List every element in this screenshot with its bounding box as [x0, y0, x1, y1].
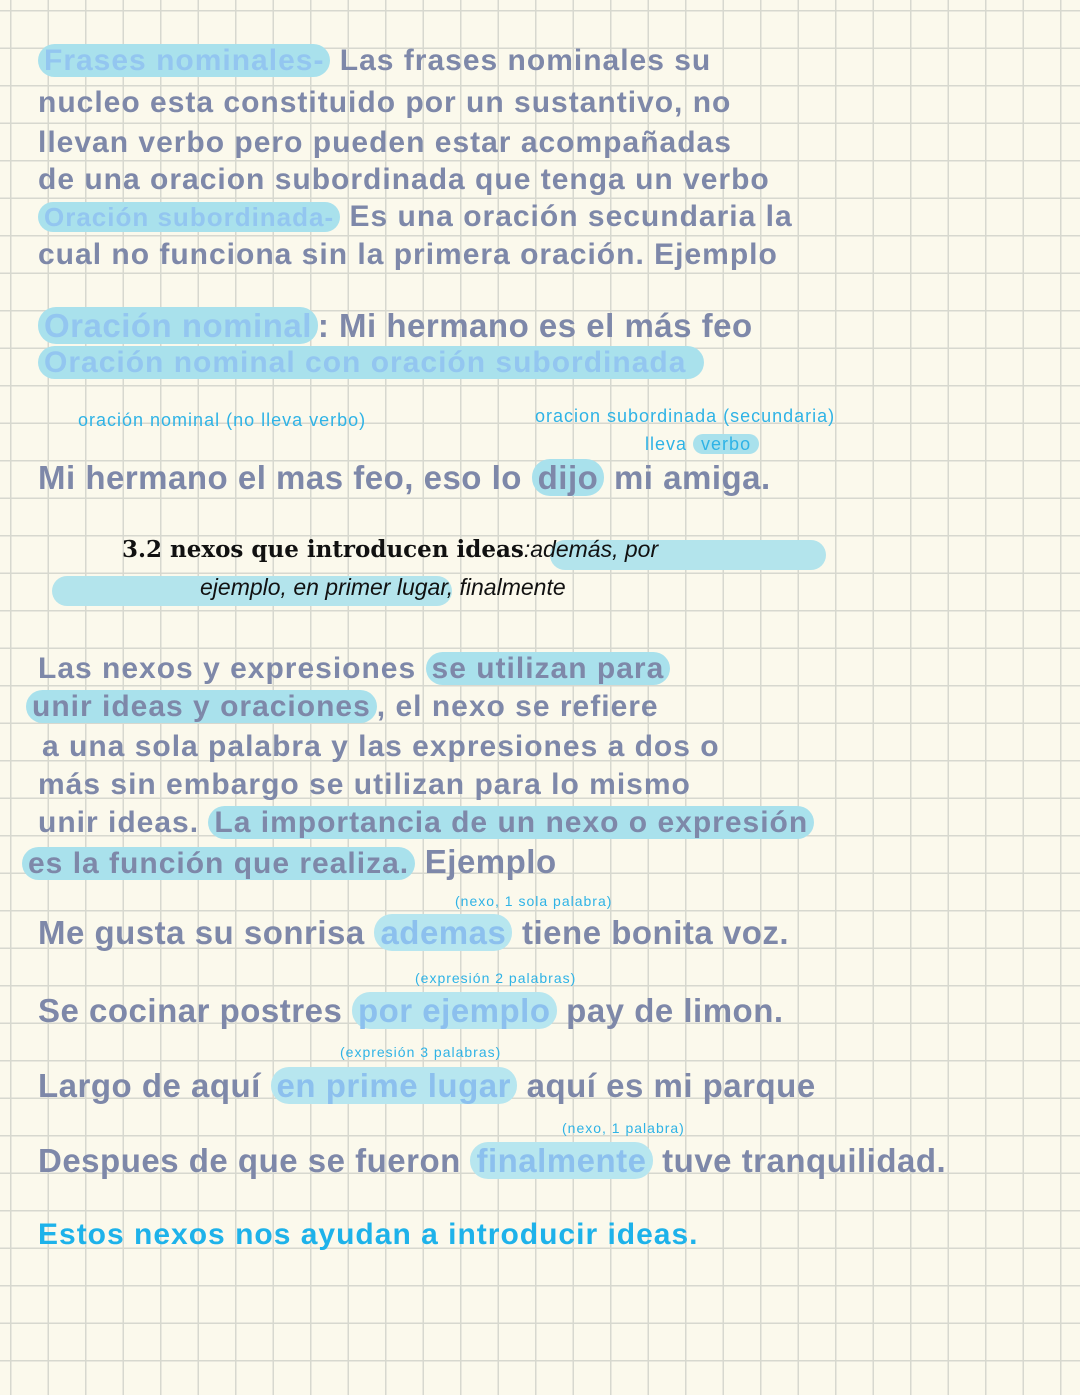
note: (nexo, 1 sola palabra)	[455, 893, 613, 909]
section-heading	[122, 536, 658, 563]
text: , el nexo se refiere	[376, 690, 659, 723]
line-oracion-subordinada	[38, 200, 793, 233]
text: pay de limon.	[556, 992, 784, 1029]
highlight: se utilizan para	[426, 652, 671, 685]
example-sentence	[38, 460, 771, 496]
text: mi amiga.	[604, 459, 771, 496]
connector-highlight: en prime lugar	[271, 1067, 517, 1104]
heading-line2: ejemplo, en primer lugar, finalmente	[200, 574, 566, 600]
text-line: a una sola palabra y las expresiones a dos o	[42, 730, 720, 763]
term-oracion-subordinada: Oración subordinada-	[38, 202, 340, 232]
text: Mi hermano el mas feo, eso lo	[38, 459, 532, 496]
text: Largo de aquí	[38, 1067, 271, 1104]
text: Las nexos y expresiones	[38, 652, 426, 685]
text: Es una oración secundaria la	[340, 200, 793, 233]
term-frases-nominales: Frases nominales-	[38, 44, 330, 77]
line-frases-nominales	[38, 44, 711, 77]
text-line: nucleo esta constituido por un sustantivo, no	[38, 86, 732, 119]
text: Oración nominal con oración subordinada	[38, 346, 704, 379]
text-line: más sin embargo se utilizan para lo mismo	[38, 768, 691, 801]
text-line	[38, 806, 814, 839]
text: verbo	[693, 434, 759, 454]
verb-highlight: dijo	[532, 459, 605, 496]
note-lleva	[645, 434, 759, 455]
text: unir ideas.	[38, 806, 209, 839]
text-line: de una oracion subordinada que tenga un verbo	[38, 163, 770, 196]
heading-rest: :además, por	[523, 536, 659, 562]
text: aquí es mi parque	[516, 1067, 816, 1104]
text: lleva	[645, 434, 688, 454]
text: tuve tranquilidad.	[652, 1142, 947, 1179]
text: : Mi hermano es el más feo	[317, 307, 753, 344]
text: tiene bonita voz.	[512, 914, 790, 951]
text-line	[22, 844, 557, 880]
label-nominal-subordinada	[38, 346, 704, 379]
text: Se cocinar postres	[38, 992, 352, 1029]
example-line	[38, 993, 784, 1029]
label-oracion-nominal: Oración nominal	[38, 307, 318, 344]
text-line: cual no funciona sin la primera oración. Ejemplo	[38, 238, 778, 271]
highlight: unir ideas y oraciones	[26, 690, 377, 723]
text-line: llevan verbo pero pueden estar acompañadas	[38, 126, 732, 159]
note: (expresión 2 palabras)	[415, 970, 577, 986]
note: (nexo, 1 palabra)	[562, 1120, 685, 1136]
note: (expresión 3 palabras)	[340, 1044, 502, 1060]
conclusion: Estos nexos nos ayudan a introducir ideas.	[38, 1218, 699, 1251]
connector-highlight: ademas	[374, 914, 512, 951]
text-line	[26, 690, 659, 723]
text: Me gusta su sonrisa	[38, 914, 375, 951]
note-oracion-nominal: oración nominal (no lleva verbo)	[78, 410, 367, 430]
example-line	[38, 1068, 816, 1104]
heading-bold: 3.2 nexos que introducen ideas	[122, 536, 524, 563]
text: Despues de que se fueron	[38, 1142, 471, 1179]
text-line	[38, 652, 670, 685]
line-oracion-nominal	[38, 308, 753, 344]
connector-highlight: finalmente	[470, 1142, 652, 1179]
text: Las frases nominales su	[330, 44, 712, 77]
highlight: La importancia de un nexo o expresión	[208, 806, 814, 839]
connector-highlight: por ejemplo	[352, 992, 557, 1029]
note-oracion-subordinada: oracion subordinada (secundaria)	[535, 406, 836, 426]
example-line	[38, 915, 789, 951]
highlight: es la función que realiza.	[22, 847, 415, 880]
example-line	[38, 1143, 946, 1179]
text: Ejemplo	[415, 843, 557, 880]
